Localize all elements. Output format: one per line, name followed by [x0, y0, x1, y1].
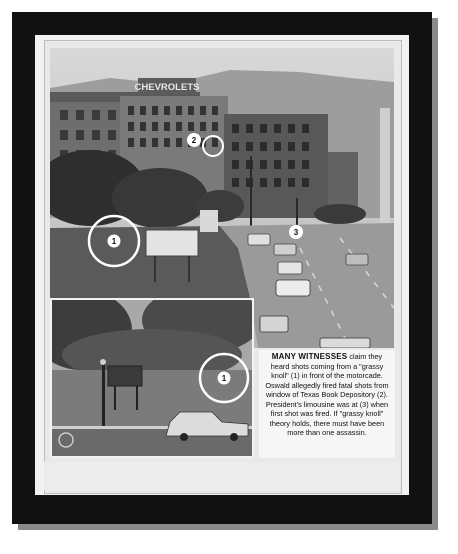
svg-text:1: 1 — [221, 374, 227, 383]
article-caption — [259, 350, 395, 458]
rooftop-sign-text: CHEVROLETS — [134, 82, 200, 93]
marker-3-main — [289, 225, 303, 239]
svg-text:1: 1 — [111, 237, 117, 246]
clipping-bottom-margin — [44, 462, 400, 490]
svg-text:3: 3 — [293, 228, 299, 237]
caption-lead: MANY WITNESSES — [271, 352, 348, 361]
svg-text:2: 2 — [191, 136, 197, 145]
caption-body: claim they heard shots coming from a "grassy knoll" (1) in front of the motorcade. Oswald allegedly fired fatal shots from window of Texas Book Depository (2). President's limousine was at (3) when first shot was fired. If "grassy knoll" theory holds, there must have been more than one assassin. — [265, 352, 389, 437]
inset-photo-scene — [52, 300, 252, 456]
inset-photo-grassy-knoll — [50, 298, 254, 458]
